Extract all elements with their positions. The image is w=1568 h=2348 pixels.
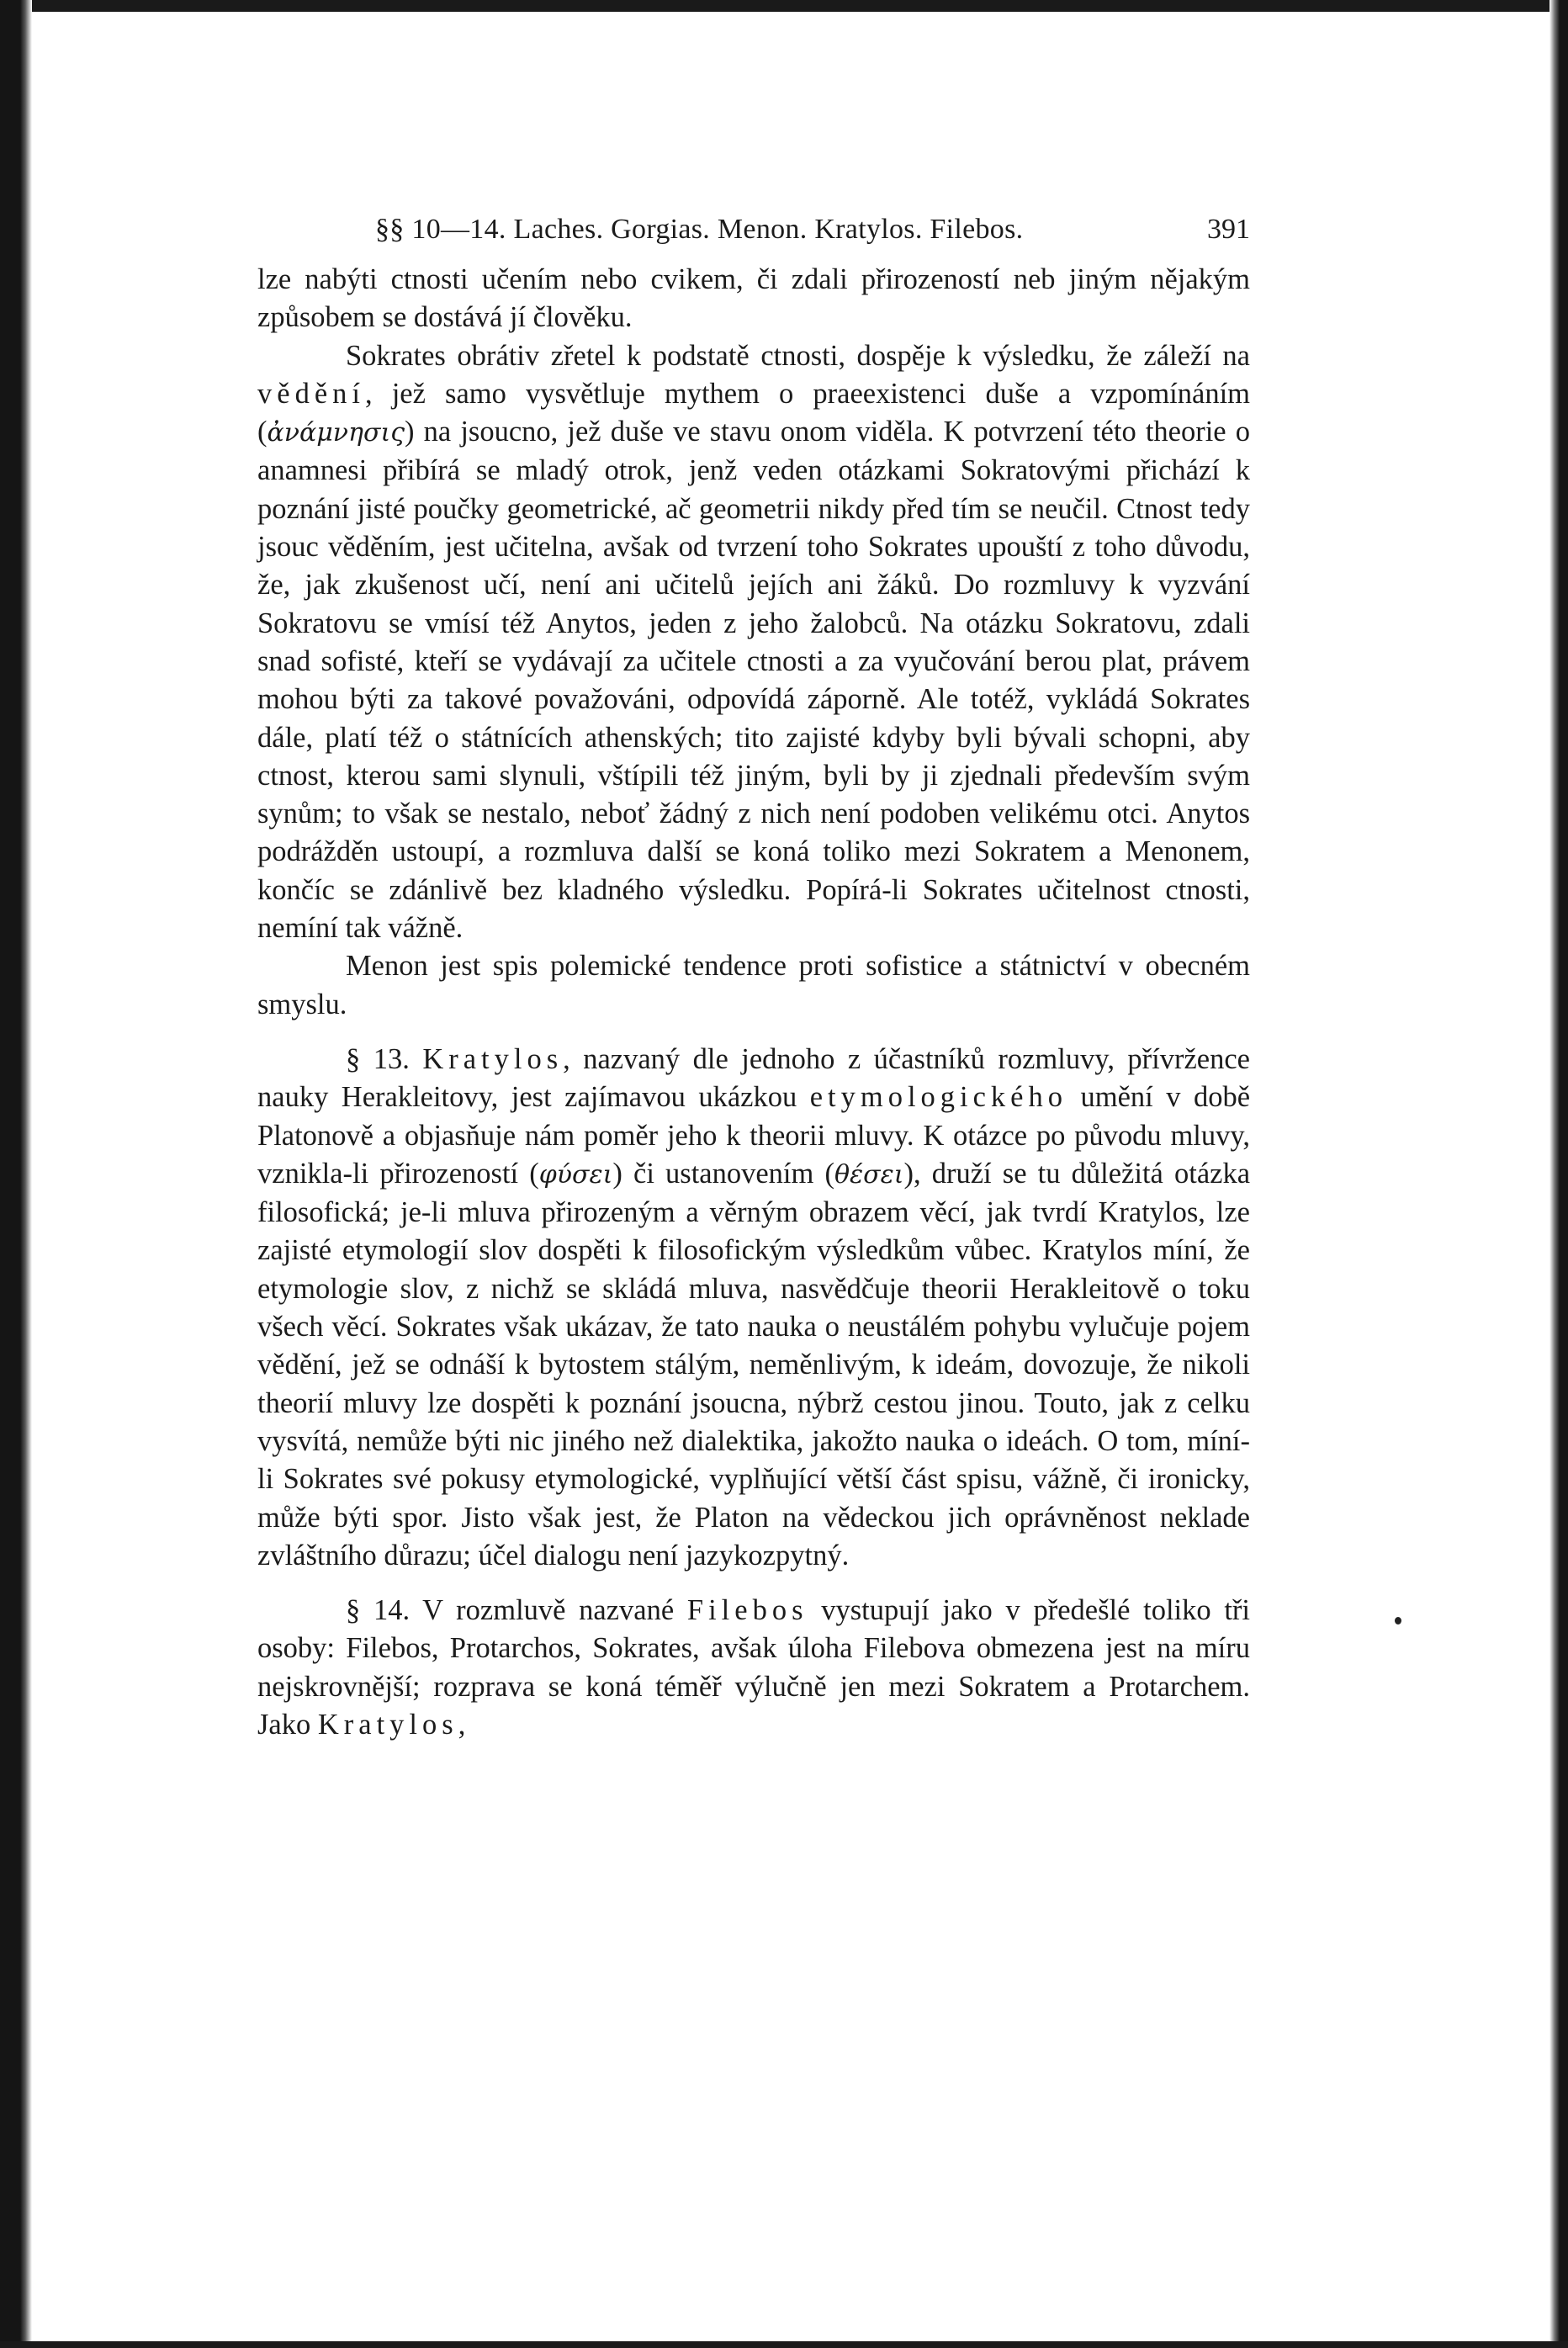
paragraph	[257, 337, 1250, 948]
scan-border-top	[0, 0, 1568, 12]
section-paragraph	[257, 1041, 1250, 1575]
paragraph-text: umění v době Platonově a objasňuje nám poměr jeho k theorii mluvy. K otázce po původu mluvy, vznikla-li přirozeností (	[257, 1081, 1251, 1190]
paragraph	[257, 261, 1250, 337]
section-number: § 14. V rozmluvě nazvané	[346, 1594, 687, 1627]
paragraph-text: ,	[458, 1708, 466, 1741]
section-number: § 13.	[346, 1042, 423, 1075]
margin-speck	[1395, 1617, 1401, 1625]
emphasized-term: etymologického	[809, 1081, 1067, 1114]
body-text	[257, 261, 1250, 1744]
paragraph	[257, 947, 1250, 1024]
scan-border-left	[0, 0, 32, 2348]
scan-border-right	[1549, 0, 1568, 2348]
paragraph-text: ) či ustanovením (	[612, 1157, 834, 1190]
paragraph-text: , jež samo vysvětluje mythem o praeexistenci duše a vzpomínáním (	[257, 377, 1250, 448]
book-page	[257, 212, 1250, 1744]
paragraph-text: lze nabýti ctnosti učením nebo cvikem, či zdali přirozeností neb jiným nějakým způsobem se dostává jí člověku.	[257, 263, 1250, 334]
greek-term: φύσει	[538, 1159, 613, 1190]
greek-term: ἀνάμνησις	[267, 418, 405, 448]
emphasized-term: Filebos	[686, 1594, 808, 1627]
emphasized-term: Kratylos	[422, 1042, 564, 1075]
paragraph-text: ), druží se tu důležitá otázka filosofická; je-li mluva přirozeným a věrným obrazem věcí, jak tvrdí Kratylos, lze zajisté etymologií slov dospěti k filosofickým výsledkům vůbec. Kratylos míní, že etymologie slov, z nichž se skládá mluva, nasvědčuje theorii Herakleitově o toku všech věcí. Sokrates však ukázav, že tato nauka o neustálém pohybu vylučuje pojem vědění, jež se odnáší k bytostem stálým, neměnlivým, k ideám, dovozuje, že nikoli theorií mluvy lze dospěti k poznání jsoucna, nýbrž cestou jinou. Touto, jak z celku vysvítá, nemůže býti nic jiného než dialektika, jakožto nauka o ideách. O tom, míní-li Sokrates své pokusy etymologické, vyplňující větší část spisu, vážně, či ironicky, může býti spor. Jisto však jest, že Platon na vědeckou jich oprávněnost neklade zvláštního důrazu; účel dialogu není jazykozpytný.	[257, 1157, 1251, 1572]
page-number: 391	[1207, 214, 1250, 245]
paragraph-text: , nazvaný dle jednoho z účastníků rozmluvy, přívržence nauky Herakleitovy, jest zajímavou ukázkou	[257, 1042, 1250, 1114]
running-header	[257, 212, 1250, 261]
running-header-title: §§ 10—14. Laches. Gorgias. Menon. Kratylos. Filebos.	[375, 214, 1024, 245]
paragraph-text: vystupují jako v předešlé toliko tři osoby: Filebos, Protarchos, Sokrates, avšak úloha Filebova obmezena jest na míru nejskrovnější; rozprava se koná téměř výlučně jen mezi Sokratem a Protarchem. Jako	[257, 1594, 1250, 1741]
scan-border-bottom	[0, 2341, 1568, 2348]
paragraph-text: ) na jsoucno, jež duše ve stavu onom viděla. K potvrzení této theorie o anamnesi přibírá se mladý otrok, jenž veden otázkami Sokratovými přichází k poznání jisté poučky geometrické, ač geometrii nikdy před tím se neučil. Ctnost tedy jsouc věděním, jest učitelna, avšak od tvrzení toho Sokrates upouští z toho důvodu, že, jak zkušenost učí, není ani učitelů jejích ani žáků. Do rozmluvy k vyzvání Sokratovu se vmísí též Anytos, jeden z jeho žalobců. Na otázku Sokratovu, zdali snad sofisté, kteří se vydávají za učitele ctnosti a za vyučování berou plat, právem mohou býti za takové považováni, odpovídá záporně. Ale totéž, vykládá Sokrates dále, platí též o státnících athenských; tito zajisté kdyby byli bývali schopni, aby ctnost, kterou sami slynuli, vštípili též jiným, byli by ji zjednali především svým synům; to však se nestalo, neboť žádný z nich není podoben velikému otci. Anytos podrážděn ustoupí, a rozmluva další se koná toliko mezi Sokratem a Menonem, končíc se zdánlivě bez kladného výsledku. Popírá-li Sokrates učitelnost ctnosti, nemíní tak vážně.	[257, 416, 1250, 945]
section-paragraph	[257, 1592, 1250, 1744]
paragraph-text: Sokrates obrátiv zřetel k podstatě ctnosti, dospěje k výsledku, že záleží na	[346, 339, 1250, 372]
emphasized-term: Kratylos	[317, 1708, 458, 1741]
paragraph-text: Menon jest spis polemické tendence proti sofistice a státnictví v obecném smyslu.	[257, 950, 1250, 1020]
emphasized-term: vědění	[257, 377, 365, 410]
greek-term: θέσει	[834, 1159, 904, 1190]
